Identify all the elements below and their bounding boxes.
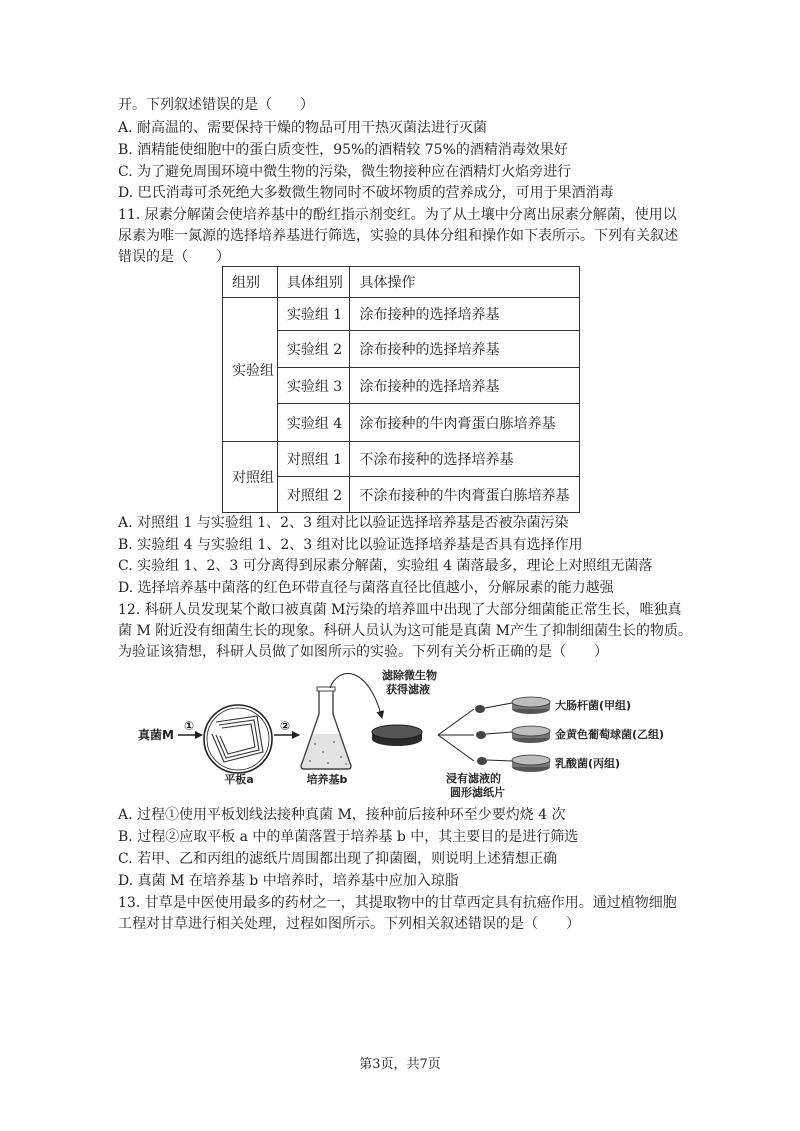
disc-to-plate-line bbox=[487, 760, 512, 761]
flask-dot bbox=[340, 756, 342, 758]
table-cell-subgroup: 对照组 1 bbox=[277, 442, 350, 477]
filtrate-dish-icon bbox=[372, 725, 422, 746]
q10-option-d: D. 巴氏消毒可杀死绝大多数微生物同时不破坏物质的营养成分，可用于果酒消毒 bbox=[118, 185, 614, 201]
table-cell-operation: 不涂布接种的牛肉膏蛋白胨培养基 bbox=[350, 477, 580, 513]
filter-paper-disc bbox=[476, 731, 486, 739]
table-header-subgroup: 具体组别 bbox=[277, 267, 350, 298]
table-header-group: 组别 bbox=[223, 267, 278, 298]
table-header-operation: 具体操作 bbox=[350, 267, 580, 298]
filter-note-line-2: 获得滤液 bbox=[386, 683, 430, 696]
q11-experiment-table bbox=[222, 266, 580, 513]
plate-top bbox=[512, 755, 550, 765]
plate-group-b-icon bbox=[512, 726, 550, 743]
flask-dot bbox=[322, 751, 324, 753]
table-header-row bbox=[223, 267, 580, 298]
group-a-label: 大肠杆菌(甲组) bbox=[555, 699, 632, 712]
disc-to-plate-line bbox=[486, 732, 512, 734]
table-cell-subgroup: 对照组 2 bbox=[277, 477, 350, 513]
filter-paper-disc bbox=[475, 705, 485, 713]
q12-option-a: A. 过程①使用平板划线法接种真菌 M，接种前后接种环至少要灼烧 4 次 bbox=[118, 807, 566, 823]
plate-group-c-icon bbox=[512, 755, 550, 772]
disc-to-plate-line bbox=[485, 703, 512, 708]
step1-number: ① bbox=[184, 719, 195, 733]
group-b-label: 金黄色葡萄球菌(乙组) bbox=[555, 728, 665, 741]
q11-stem-line-1: 11. 尿素分解菌会使培养基中的酚红指示剂变红。为了从土壤中分离出尿素分解菌，使用以 bbox=[118, 207, 677, 223]
flask-liquid bbox=[301, 734, 351, 769]
paper-note-line-2: 圆形滤纸片 bbox=[450, 786, 505, 799]
table-cell-subgroup: 实验组 3 bbox=[277, 368, 350, 404]
plate-top bbox=[512, 697, 550, 707]
q10-option-b: B. 酒精能使细胞中的蛋白质变性，95%的酒精较 75%的酒精消毒效果好 bbox=[118, 142, 568, 158]
plate-group-a-icon bbox=[512, 697, 550, 714]
q11-stem-line-2: 尿素为唯一氮源的选择培养基进行筛选，实验的具体分组和操作如下表所示。下列有关叙述 bbox=[118, 228, 678, 244]
fungus-m-label: 真菌M bbox=[138, 728, 174, 742]
table-cell-operation: 涂布接种的选择培养基 bbox=[350, 368, 580, 404]
table-cell-operation: 不涂布接种的选择培养基 bbox=[350, 442, 580, 477]
table-group-experiment: 实验组 bbox=[223, 298, 278, 442]
table-row bbox=[223, 442, 580, 477]
q10-option-a: A. 耐高温的、需要保持干燥的物品可用干热灭菌法进行灭菌 bbox=[118, 120, 488, 136]
table-cell-operation: 涂布接种的选择培养基 bbox=[350, 298, 580, 331]
q11-option-b: B. 实验组 4 与实验组 1、2、3 组对比以验证选择培养基是否具有选择作用 bbox=[118, 537, 583, 553]
q12-option-c: C. 若甲、乙和丙组的滤纸片周围都出现了抑菌圈，则说明上述猜想正确 bbox=[118, 851, 558, 867]
q12-option-d: D. 真菌 M 在培养基 b 中培养时，培养基中应加入琼脂 bbox=[118, 873, 459, 889]
filtration-arrow bbox=[330, 674, 382, 718]
step2-number: ② bbox=[280, 719, 291, 733]
medium-b-label: 培养基b bbox=[306, 773, 348, 786]
q12-experiment-figure bbox=[120, 662, 680, 802]
table-group-control: 对照组 bbox=[223, 442, 278, 513]
page-footer: 第3页，共7页 bbox=[359, 1057, 441, 1072]
flask-dot bbox=[327, 762, 329, 764]
flask-dot bbox=[333, 741, 335, 743]
paper-note-line-1: 浸有滤液的 bbox=[446, 772, 501, 785]
table-cell-subgroup: 实验组 4 bbox=[277, 404, 350, 442]
q11-option-c: C. 实验组 1、2、3 可分离得到尿素分解菌，实验组 4 菌落最多，理论上对照组无菌落 bbox=[118, 558, 653, 574]
table-row bbox=[223, 298, 580, 331]
plate-top bbox=[512, 726, 550, 736]
dish-top bbox=[372, 725, 422, 739]
filter-paper-disc bbox=[477, 757, 487, 765]
filter-note-line-1: 滤除微生物 bbox=[382, 669, 437, 682]
q11-option-d: D. 选择培养基中菌落的红色环带直径与菌落直径比值越小，分解尿素的能力越强 bbox=[118, 580, 614, 596]
group-c-label: 乳酸菌(丙组) bbox=[555, 757, 621, 770]
q13-stem-line-2: 工程对甘草进行相关处理，过程如图所示。下列相关叙述错误的是（ ） bbox=[118, 916, 580, 932]
table-cell-operation: 涂布接种的牛肉膏蛋白胨培养基 bbox=[350, 404, 580, 442]
plate-a-icon bbox=[204, 705, 272, 773]
flask-dot bbox=[345, 763, 347, 765]
q12-stem-line-1: 12. 科研人员发现某个敞口被真菌 M污染的培养皿中出现了大部分细菌能正常生长，唯独真 bbox=[118, 602, 682, 618]
table-cell-subgroup: 实验组 2 bbox=[277, 331, 350, 368]
flask-dot bbox=[314, 743, 316, 745]
q10-stem-tail: 开。下列叙述错误的是（ ） bbox=[118, 97, 314, 113]
flask-lip bbox=[317, 687, 335, 691]
q12-stem-line-3: 为验证该猜想，科研人员做了如图所示的实验。下列有关分析正确的是（ ） bbox=[118, 644, 608, 660]
fan-line bbox=[438, 709, 474, 735]
q11-stem-line-3: 错误的是（ ） bbox=[118, 249, 230, 265]
q13-stem-line-1: 13. 甘草是中医使用最多的药材之一，其提取物中的甘草西定具有抗癌作用。通过植物细胞 bbox=[118, 895, 677, 911]
q12-option-b: B. 过程②应取平板 a 中的单菌落置于培养基 b 中，其主要目的是进行筛选 bbox=[118, 829, 579, 845]
table-cell-operation: 涂布接种的选择培养基 bbox=[350, 331, 580, 368]
flask-dot bbox=[309, 760, 311, 762]
flask-icon bbox=[301, 687, 351, 769]
q12-stem-line-2: 菌 M 附近没有细菌生长的现象。科研人员认为这可能是真菌 M产生了抑制细菌生长的物质。 bbox=[118, 623, 693, 639]
table-cell-subgroup: 实验组 1 bbox=[277, 298, 350, 331]
plate-a-label: 平板a bbox=[224, 773, 254, 786]
q11-option-a: A. 对照组 1 与实验组 1、2、3 组对比以验证选择培养基是否被杂菌污染 bbox=[118, 515, 569, 531]
q10-option-c: C. 为了避免周围环境中微生物的污染，微生物接种应在酒精灯火焰旁进行 bbox=[118, 164, 572, 180]
fan-line bbox=[438, 735, 474, 761]
